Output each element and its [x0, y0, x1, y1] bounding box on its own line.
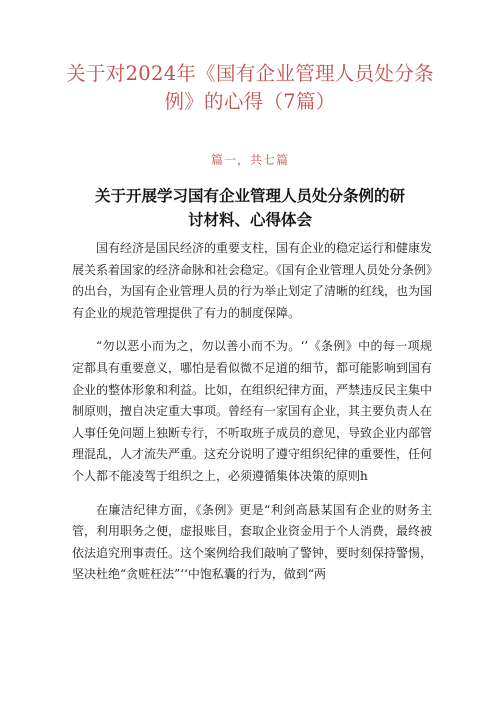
section-label: 篇一，共七篇	[210, 153, 289, 167]
paragraph: “勿以恶小而为之，勿以善小而不为。‘’《条例》中的每一项规定都具有重要意义，哪怕是看似微不足道的细节，都可能影响到国有企业的整体形象和利益。比如，在组织纪律方面，严禁违反民主集中制原则，擅自决定重大事项。曾经有一家国有企业，其主要负责人在人事任免问题上独断专行，不听取班子成员的意见，导致企业内部管理混乱，人才流失严重。这充分说明了遵守组织纪律的重要性，任何个人都不能凌驾于组织之上，必须遵循集体决策的原则h	[72, 339, 433, 483]
paragraph: 在廉洁纪律方面，《条例》更是“利剑高悬某国有企业的财务主管，利用职务之便，虚报账目，套取企业资金用于个人消费，最终被依法追究刑事责任。这个案例给我们敲响了警钟，要时刻保持警惕，坚决杜绝“贪赃枉法”‘‘中饱私囊的行为，做到“两	[72, 502, 433, 582]
document-title: 关于对2024年《国有企业管理人员处分条例》的心得（7篇）	[66, 62, 434, 113]
article-body	[72, 238, 432, 586]
paragraph: 国有经济是国民经济的重要支柱，国有企业的稳定运行和健康发展关系着国家的经济命脉和社会稳定。《国有企业管理人员处分条例》的出台，为国有企业管理人员的行为举止划定了清晰的红线，也为国有企业的规范管理提供了有力的制度保障。	[72, 241, 433, 320]
article-title: 关于开展学习国有企业管理人员处分条例的研讨材料、心得体会	[94, 187, 405, 229]
